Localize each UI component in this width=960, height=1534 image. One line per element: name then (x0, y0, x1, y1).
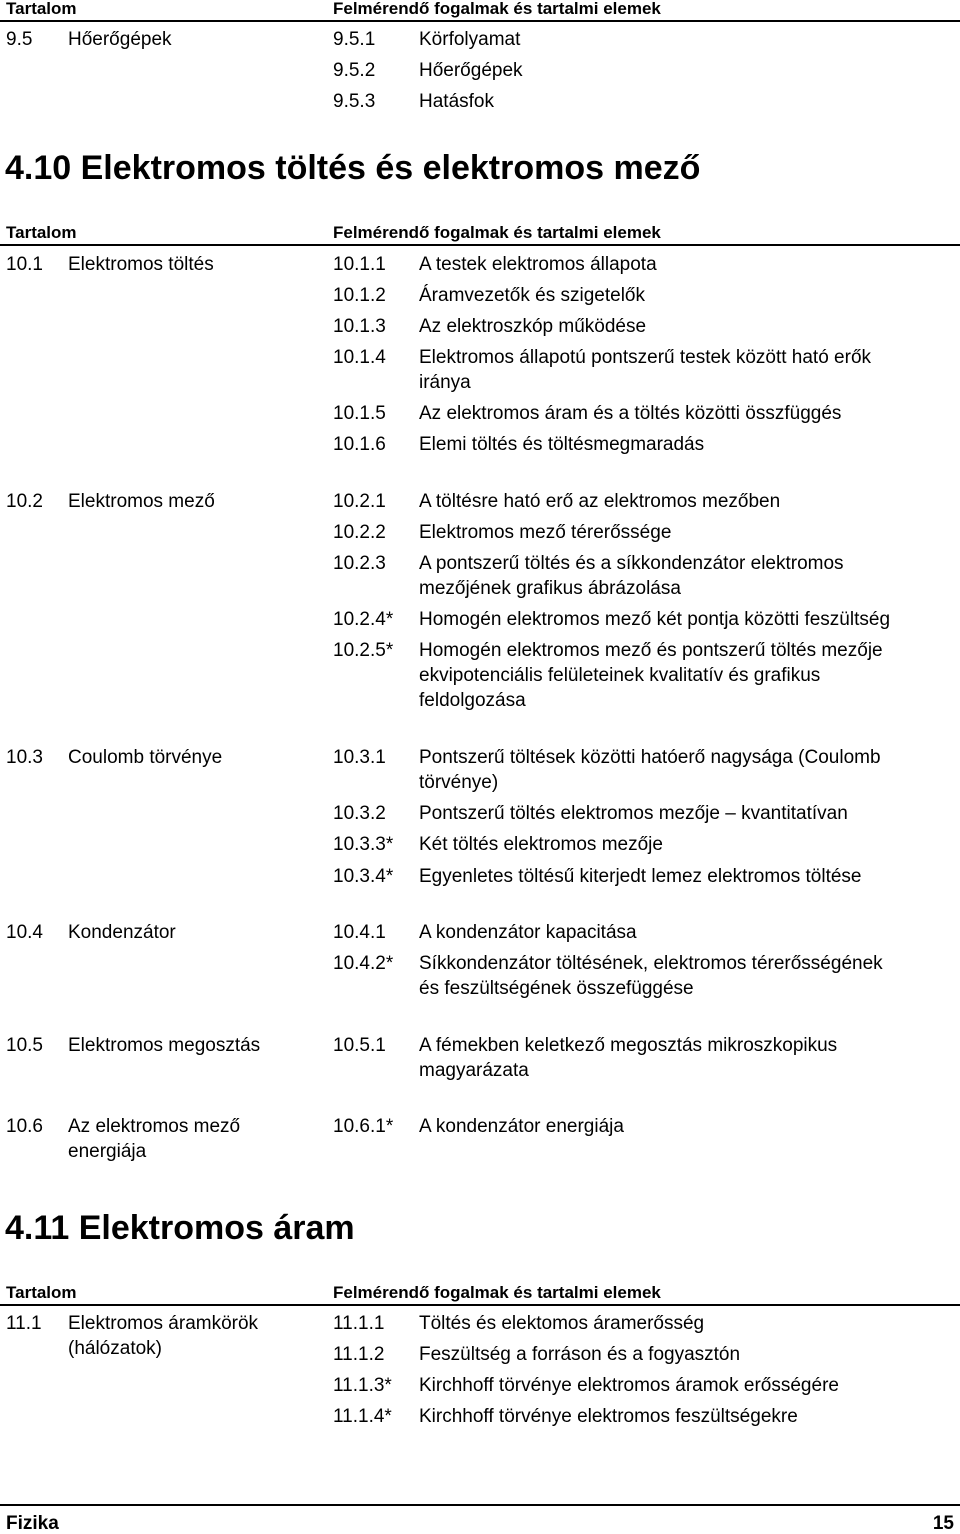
table-header (0, 0, 960, 22)
item-text: Pontszerű töltés elektromos mezője – kvantitatívan (419, 803, 848, 824)
item-code: 11.1.2 (333, 1344, 385, 1365)
header-felmerendo: Felmérendő fogalmak és tartalmi elemek (333, 223, 661, 242)
topic-number: 10.4 (6, 922, 43, 943)
item-text: Homogén elektromos mező és pontszerű töltés mezője (419, 640, 883, 661)
section-title: 4.11 Elektromos áram (5, 1209, 355, 1247)
item-code: 10.2.4* (333, 609, 394, 630)
topic-name: (hálózatok) (68, 1338, 162, 1359)
table-header (0, 1284, 960, 1306)
item-text: Síkkondenzátor töltésének, elektromos térerősségének (419, 953, 883, 974)
item-text: ekvipotenciális felületeinek kvalitatív és grafikus (419, 665, 821, 686)
topic-number: 10.3 (6, 747, 43, 768)
item-code: 10.1.6 (333, 434, 386, 455)
item-text: Az elektromos áram és a töltés közötti összfüggés (419, 403, 842, 424)
topic-name: energiája (68, 1141, 147, 1162)
topic-name: Kondenzátor (68, 922, 176, 943)
item-code: 10.3.3* (333, 834, 394, 855)
item-code: 10.2.3 (333, 553, 386, 574)
item-text: A kondenzátor energiája (419, 1116, 624, 1137)
item-text: Töltés és elektomos áramerősség (419, 1313, 705, 1334)
item-text: Homogén elektromos mező két pontja közötti feszültség (419, 609, 891, 630)
item-text: Áramvezetők és szigetelők (419, 285, 645, 306)
item-text: mezőjének grafikus ábrázolása (419, 578, 681, 599)
item-text: A fémekben keletkező megosztás mikroszkopikus (419, 1035, 838, 1056)
item-code: 10.5.1 (333, 1035, 386, 1056)
item-text: Körfolyamat (419, 29, 521, 50)
item-code: 11.1.3* (333, 1375, 392, 1396)
item-text: A pontszerű töltés és a síkkondenzátor elektromos (419, 553, 844, 574)
item-text: Egyenletes töltésű kiterjedt lemez elektromos töltése (419, 866, 862, 887)
item-text: A kondenzátor kapacitása (419, 922, 637, 943)
item-text: Hatásfok (419, 91, 494, 112)
page-number: 15 (932, 1513, 954, 1534)
header-felmerendo: Felmérendő fogalmak és tartalmi elemek (333, 1283, 661, 1302)
item-text: törvénye) (419, 772, 499, 793)
topic-name: Elektromos töltés (68, 254, 214, 275)
item-code: 10.1.1 (333, 254, 386, 275)
topic-name: Elektromos áramkörök (68, 1313, 259, 1334)
item-code: 10.6.1* (333, 1116, 394, 1137)
header-rule (0, 20, 960, 22)
topic-name: Elektromos mező (68, 491, 215, 512)
item-text: Elemi töltés és töltésmegmaradás (419, 434, 705, 455)
topic-number: 9.5 (6, 29, 33, 50)
item-text: magyarázata (419, 1060, 529, 1081)
footer-subject: Fizika (6, 1513, 59, 1534)
item-code: 11.1.4* (333, 1406, 392, 1427)
item-code: 10.2.2 (333, 522, 386, 543)
item-code: 11.1.1 (333, 1313, 385, 1334)
item-text: Két töltés elektromos mezője (419, 834, 663, 855)
item-code: 10.1.4 (333, 347, 386, 368)
item-code: 10.1.2 (333, 285, 386, 306)
item-code: 9.5.1 (333, 29, 376, 50)
item-code: 10.2.5* (333, 640, 394, 661)
item-text: A töltésre ható erő az elektromos mezőben (419, 491, 781, 512)
topic-number: 11.1 (6, 1313, 42, 1334)
topic-name: Az elektromos mező (68, 1116, 241, 1137)
item-code: 10.3.4* (333, 866, 394, 887)
item-text: és feszültségének összefüggése (419, 978, 694, 999)
footer-rule (0, 1504, 960, 1506)
section-title: 4.10 Elektromos töltés és elektromos mező (5, 149, 701, 187)
item-text: A testek elektromos állapota (419, 254, 657, 275)
item-code: 10.2.1 (333, 491, 386, 512)
topic-name: Hőerőgépek (68, 29, 172, 50)
item-text: Feszültség a forráson és a fogyasztón (419, 1344, 741, 1365)
item-text: Pontszerű töltések közötti hatóerő nagysága (Coulomb (419, 747, 881, 768)
item-code: 10.3.1 (333, 747, 386, 768)
item-text: Elektromos állapotú pontszerű testek között ható erők (419, 347, 872, 368)
item-code: 9.5.2 (333, 60, 376, 81)
topic-number: 10.6 (6, 1116, 43, 1137)
item-text: Az elektroszkóp működése (419, 316, 647, 337)
item-code: 10.1.5 (333, 403, 386, 424)
topic-number: 10.1 (6, 254, 43, 275)
table-header (0, 224, 960, 246)
item-code: 10.1.3 (333, 316, 386, 337)
item-text: Kirchhoff törvénye elektromos feszültségekre (419, 1406, 798, 1427)
header-tartalom: Tartalom (6, 223, 77, 242)
item-code: 10.4.1 (333, 922, 386, 943)
item-code: 10.3.2 (333, 803, 386, 824)
header-rule (0, 244, 960, 246)
item-text: Kirchhoff törvénye elektromos áramok erősségére (419, 1375, 839, 1396)
header-tartalom: Tartalom (6, 0, 77, 18)
header-rule (0, 1304, 960, 1306)
topic-name: Elektromos megosztás (68, 1035, 261, 1056)
item-text: feldolgozása (419, 690, 526, 711)
topic-name: Coulomb törvénye (68, 747, 223, 768)
item-code: 9.5.3 (333, 91, 376, 112)
item-code: 10.4.2* (333, 953, 394, 974)
header-tartalom: Tartalom (6, 1283, 77, 1302)
item-text: Elektromos mező térerőssége (419, 522, 672, 543)
topic-number: 10.5 (6, 1035, 43, 1056)
item-text: Hőerőgépek (419, 60, 523, 81)
topic-number: 10.2 (6, 491, 43, 512)
item-text: iránya (419, 372, 471, 393)
header-felmerendo: Felmérendő fogalmak és tartalmi elemek (333, 0, 661, 18)
